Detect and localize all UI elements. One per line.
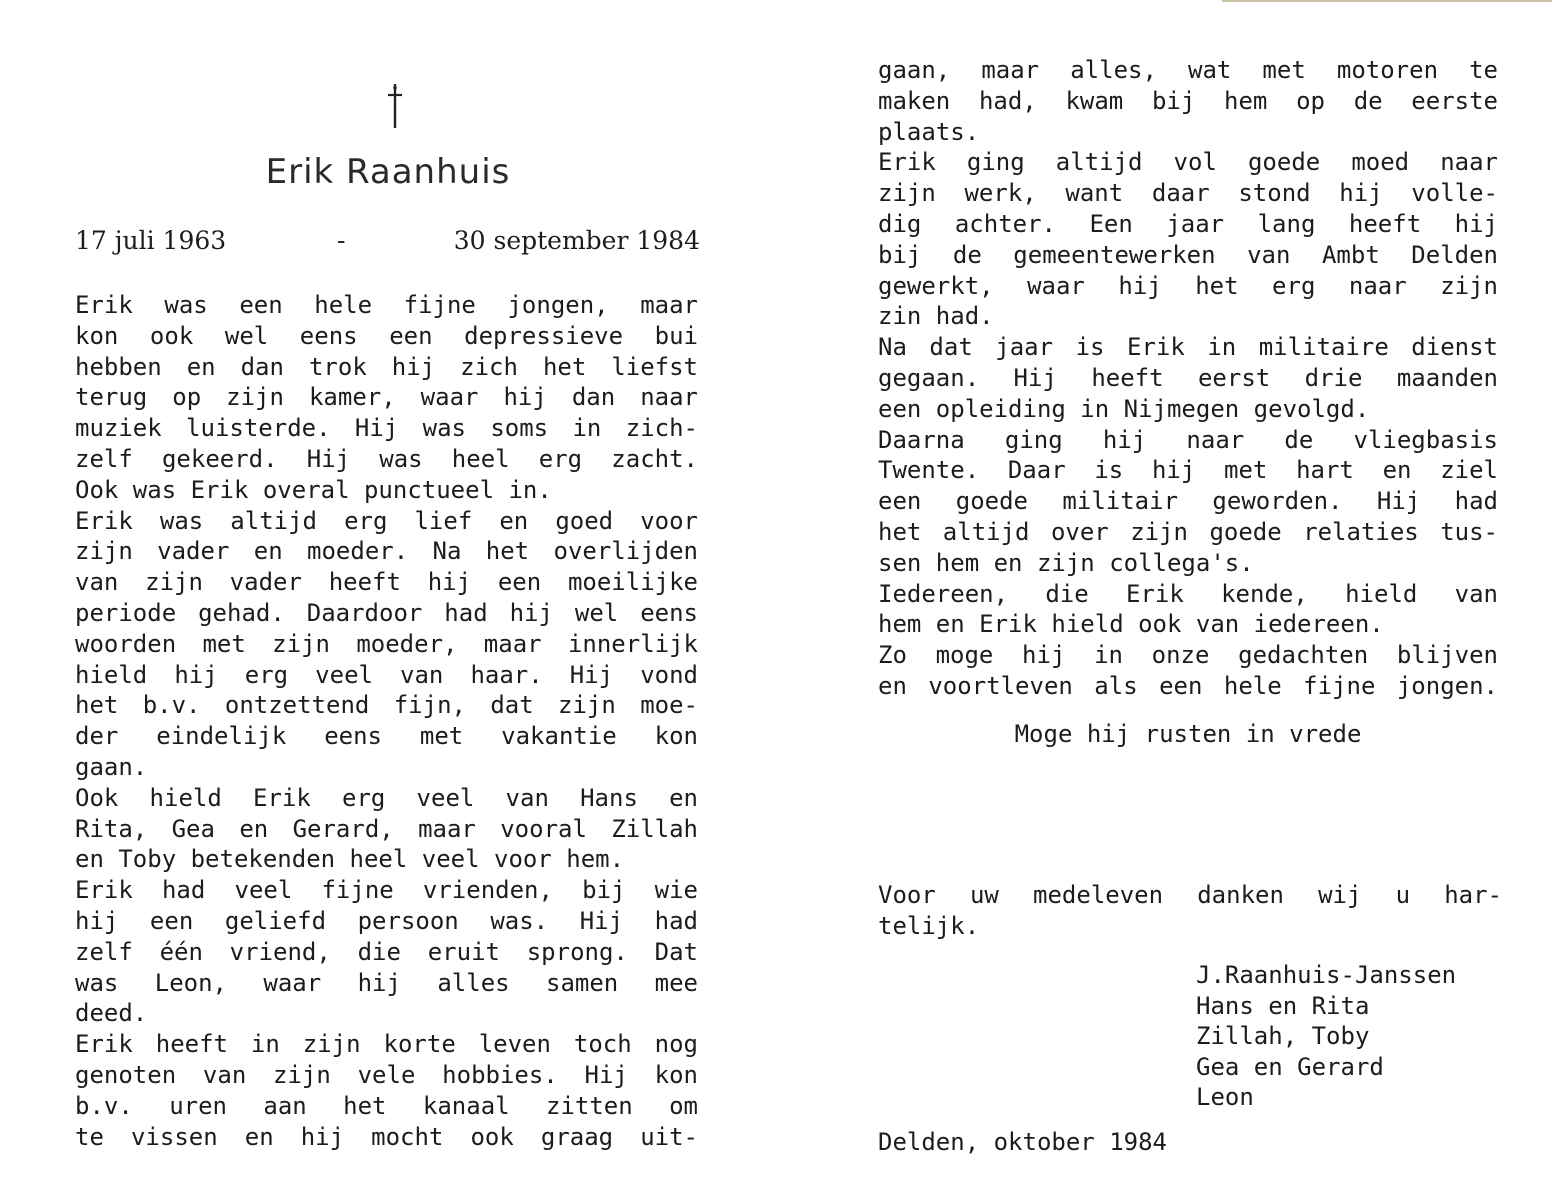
text-line: Ook was Erik overal punctueel in. bbox=[75, 475, 552, 504]
date-separator: - bbox=[337, 226, 346, 255]
text-line: der eindelijk eens met vakantie kon bbox=[75, 722, 698, 751]
right-page bbox=[776, 0, 1552, 1200]
family-signatures bbox=[1196, 960, 1506, 1113]
text-line: maken had, kwam bij hem op de eerste bbox=[878, 86, 1498, 115]
text-line: Voor uw medeleven danken wij u har- bbox=[878, 881, 1502, 909]
text-line: Iedereen, die Erik kende, hield van bbox=[878, 579, 1498, 608]
text-line: kon ook wel eens een depressieve bui bbox=[75, 321, 698, 350]
rest-in-peace-line: Moge hij rusten in vrede bbox=[1014, 720, 1362, 748]
text-line: Zo moge hij in onze gedachten blijven bbox=[878, 641, 1498, 670]
text-line: telijk. bbox=[878, 911, 980, 940]
text-line: Rita, Gea en Gerard, maar vooral Zillah bbox=[75, 814, 698, 843]
text-line: een goede militair geworden. Hij had bbox=[878, 487, 1498, 516]
text-line: Erik had veel fijne vrienden, bij wie bbox=[75, 876, 698, 905]
text-line: Erik was een hele fijne jongen, maar bbox=[75, 291, 698, 319]
text-line: Erik ging altijd vol goede moed naar bbox=[878, 148, 1498, 177]
text-line: zelf gekeerd. Hij was heel erg zacht. bbox=[75, 444, 698, 473]
birth-date: 17 juli 1963 bbox=[75, 226, 227, 255]
text-line: en Toby betekenden heel veel voor hem. bbox=[75, 845, 625, 874]
text-line: het altijd over zijn goede relaties tus- bbox=[878, 517, 1498, 546]
death-date: 30 september 1984 bbox=[453, 226, 700, 255]
text-line: Na dat jaar is Erik in militaire dienst bbox=[878, 333, 1498, 362]
text-line: zijn werk, want daar stond hij volle- bbox=[878, 179, 1498, 208]
text-line: periode gehad. Daardoor had hij wel eens bbox=[75, 598, 698, 627]
text-line: van zijn vader heeft hij een moeilijke bbox=[75, 568, 698, 597]
place-and-date: Delden, oktober 1984 bbox=[878, 1128, 1167, 1156]
paragraph bbox=[75, 290, 698, 506]
text-line: zin had. bbox=[878, 302, 994, 331]
signature-line: Gea en Gerard bbox=[1196, 1052, 1384, 1081]
text-line: Ook hield Erik erg veel van Hans en bbox=[75, 783, 698, 812]
paragraph bbox=[75, 506, 698, 783]
text-line: een opleiding in Nijmegen gevolgd. bbox=[878, 394, 1370, 423]
text-line: genoten van zijn vele hobbies. Hij kon bbox=[75, 1060, 698, 1089]
text-line: gaan. bbox=[75, 752, 148, 781]
text-line: Daarna ging hij naar de vliegbasis bbox=[878, 425, 1498, 454]
text-line: plaats. bbox=[878, 117, 980, 146]
paragraph bbox=[878, 55, 1498, 147]
text-line: gegaan. Hij heeft eerst drie maanden bbox=[878, 363, 1498, 392]
signature-line: Hans en Rita bbox=[1196, 991, 1370, 1020]
text-line: terug op zijn kamer, waar hij dan naar bbox=[75, 383, 698, 412]
paragraph bbox=[75, 875, 698, 1029]
signature-line: Zillah, Toby bbox=[1196, 1022, 1370, 1051]
text-line: muziek luisterde. Hij was soms in zich- bbox=[75, 414, 698, 443]
text-line: te vissen en hij mocht ook graag uit- bbox=[75, 1122, 698, 1151]
text-line: dig achter. Een jaar lang heeft hij bbox=[878, 209, 1498, 238]
paragraph bbox=[75, 1029, 698, 1152]
text-line: was Leon, waar hij alles samen mee bbox=[75, 968, 698, 997]
text-line: deed. bbox=[75, 999, 148, 1028]
text-line: Erik heeft in zijn korte leven toch nog bbox=[75, 1030, 698, 1059]
text-line: Twente. Daar is hij met hart en ziel bbox=[878, 456, 1498, 485]
paragraph bbox=[878, 332, 1498, 424]
deceased-name: Erik Raanhuis bbox=[265, 152, 511, 192]
paragraph bbox=[878, 425, 1498, 579]
text-line: hij een geliefd persoon was. Hij had bbox=[75, 906, 698, 935]
thanks-note bbox=[878, 880, 1502, 942]
life-dates bbox=[75, 226, 700, 262]
text-line: hebben en dan trok hij zich het liefst bbox=[75, 352, 698, 381]
paragraph bbox=[878, 640, 1498, 702]
paragraph bbox=[75, 783, 698, 875]
text-line: sen hem en zijn collega's. bbox=[878, 548, 1254, 577]
text-line: hem en Erik hield ook van iedereen. bbox=[878, 610, 1384, 639]
text-line: Erik was altijd erg lief en goed voor bbox=[75, 506, 698, 535]
left-body-text bbox=[75, 290, 698, 1152]
text-line: hield hij erg veel van haar. Hij vond bbox=[75, 660, 698, 689]
text-line: zijn vader en moeder. Na het overlijden bbox=[75, 537, 698, 566]
text-line: en voortleven als een hele fijne jongen. bbox=[878, 671, 1498, 700]
signature-line: Leon bbox=[1196, 1083, 1254, 1112]
text-line: zelf één vriend, die eruit sprong. Dat bbox=[75, 937, 698, 966]
paragraph bbox=[878, 579, 1498, 641]
text-line: woorden met zijn moeder, maar innerlijk bbox=[75, 629, 698, 658]
signature-line: J.Raanhuis-Janssen bbox=[1196, 961, 1457, 989]
cross-icon bbox=[385, 82, 405, 130]
text-line: bij de gemeentewerken van Ambt Delden bbox=[878, 240, 1498, 269]
text-line: b.v. uren aan het kanaal zitten om bbox=[75, 1091, 698, 1120]
page-edge-divider bbox=[1222, 0, 1552, 2]
paragraph bbox=[878, 147, 1498, 332]
text-line: gewerkt, waar hij het erg naar zijn bbox=[878, 271, 1498, 300]
text-line: gaan, maar alles, wat met motoren te bbox=[878, 56, 1498, 84]
right-body-text bbox=[878, 55, 1498, 702]
text-line: het b.v. ontzettend fijn, dat zijn moe- bbox=[75, 691, 698, 720]
